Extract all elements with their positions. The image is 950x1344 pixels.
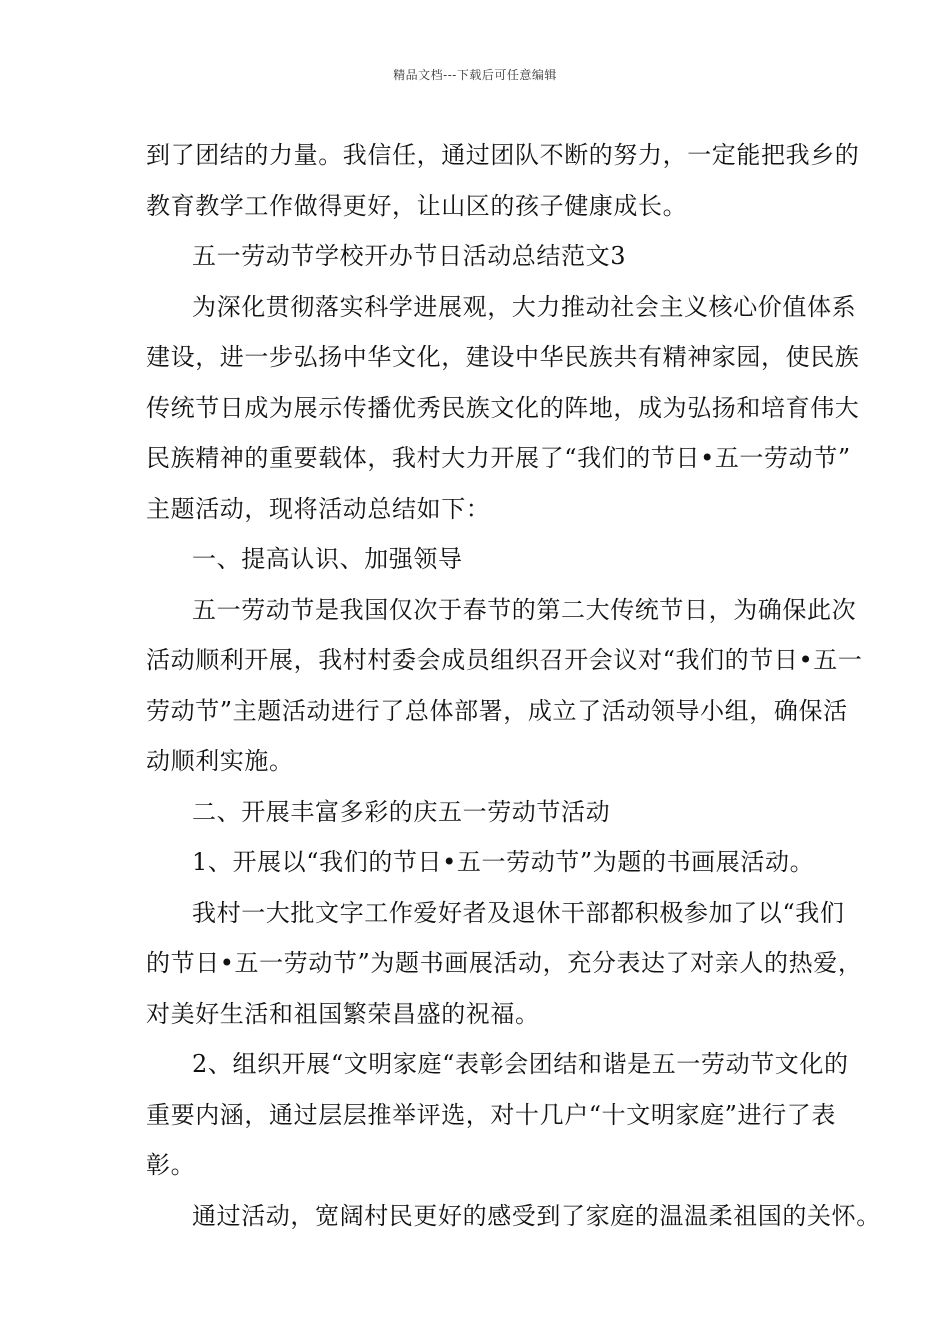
text-line: 传统节日成为展示传播优秀民族文化的阵地，成为弘扬和培育伟大: [146, 393, 860, 422]
text-line: 2、组织开展“文明家庭“表彰会团结和谐是五一劳动节文化的: [192, 1050, 849, 1078]
text-line: 劳动节”主题活动进行了总体部署，成立了活动领导小组，确保活: [146, 696, 848, 725]
body-text: [146, 130, 881, 1241]
text-line: 五一劳动节学校开办节日活动总结范文3: [192, 242, 627, 270]
text-line: 教育教学工作做得更好，让山区的孩子健康成长。: [146, 191, 688, 220]
text-line: 我村一大批文字工作爱好者及退休干部都积极参加了以“我们: [192, 898, 845, 927]
text-line: 民族精神的重要载体，我村大力开展了“我们的节日•五一劳动节”: [146, 444, 851, 472]
text-line: 重要内涵，通过层层推举评选，对十几户“十文明家庭”进行了表: [146, 1100, 836, 1129]
text-line: 通过活动，宽阔村民更好的感受到了家庭的温温柔祖国的关怀。: [192, 1201, 881, 1230]
text-line: 为深化贯彻落实科学进展观，大力推动社会主义核心价值体系: [192, 292, 857, 321]
text-line: 的节日•五一劳动节”为题书画展活动，充分表达了对亲人的热爱，: [146, 949, 863, 977]
page-header: 精品文档---下载后可任意编辑: [393, 68, 557, 82]
text-line: 一、提高认识、加强领导: [192, 545, 463, 573]
text-line: 主题活动，现将活动总结如下：: [146, 494, 491, 523]
text-line: 对美好生活和祖国繁荣昌盛的祝福。: [146, 999, 540, 1028]
text-line: 活动顺利开展，我村村委会成员组织召开会议对“我们的节日•五一: [146, 646, 863, 674]
text-line: 1、开展以“我们的节日•五一劳动节”为题的书画展活动。: [192, 848, 815, 876]
text-line: 到了团结的力量。我信任，通过团队不断的努力，一定能把我乡的: [146, 141, 860, 169]
text-line: 彰。: [146, 1151, 196, 1179]
text-line: 二、开展丰富多彩的庆五一劳动节活动: [192, 797, 611, 826]
text-line: 建设，进一步弘扬中华文化，建设中华民族共有精神家园，使民族: [146, 343, 860, 371]
text-line: 动顺利实施。: [146, 747, 294, 775]
text-line: 五一劳动节是我国仅次于春节的第二大传统节日，为确保此次: [192, 595, 857, 624]
